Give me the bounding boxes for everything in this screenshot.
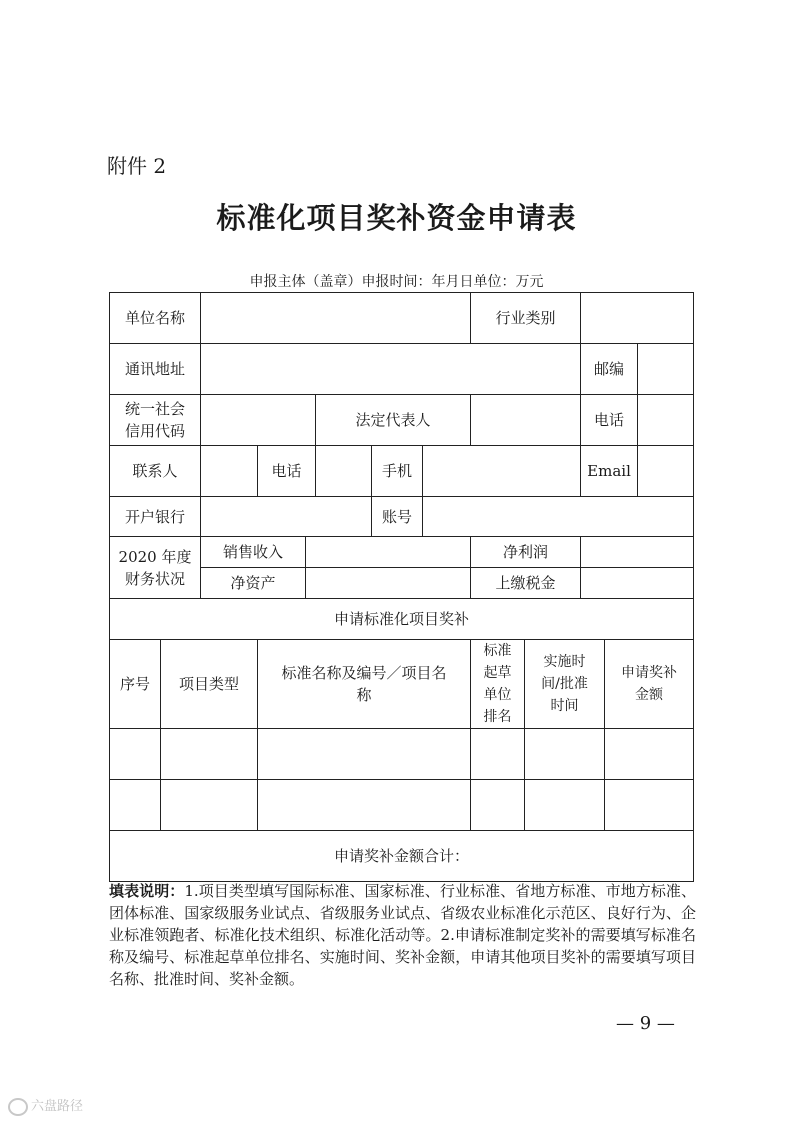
row2-rank-cell[interactable] [471,780,525,831]
page-number: — 9 — [616,1013,675,1034]
account-label: 账号 [372,497,423,537]
section-title: 申请标准化项目奖补 [110,599,694,640]
col-rank-header [471,640,525,729]
email-label: Email [581,446,638,497]
row2-no-cell[interactable] [110,780,161,831]
col-amount-header-line1: 申请奖补 [621,665,678,681]
page-title: 标准化项目奖补资金申请表 [216,201,577,235]
mobile-label: 手机 [372,446,423,497]
contact-label: 联系人 [110,446,201,497]
unit-name-cell[interactable] [201,293,471,344]
finance-label-line2: 财务状况 [125,569,186,588]
col-name-header-line1: 标准名称及编号／项目名 [281,664,447,682]
address-label: 通讯地址 [110,344,201,395]
application-form-table [109,292,694,882]
legal-rep-label: 法定代表人 [316,395,471,446]
instructions [109,880,696,990]
col-time-header-line1: 实施时 [543,654,586,670]
table-row [110,729,694,780]
row2-time-cell[interactable] [525,780,605,831]
tax-label: 上缴税金 [471,568,581,599]
net-profit-label: 净利润 [471,537,581,568]
contact-cell[interactable] [201,446,258,497]
row2-amount-cell[interactable] [605,780,694,831]
col-no-header: 序号 [110,640,161,729]
postcode-cell[interactable] [638,344,694,395]
postcode-label: 邮编 [581,344,638,395]
col-amount-header [605,640,694,729]
row1-rank-cell[interactable] [471,729,525,780]
unit-name-label: 单位名称 [110,293,201,344]
industry-label: 行业类别 [471,293,581,344]
sales-label: 销售收入 [201,537,306,568]
col-time-header [525,640,605,729]
phone2-cell[interactable] [316,446,372,497]
row2-type-cell[interactable] [161,780,258,831]
mobile-cell[interactable] [423,446,581,497]
watermark [8,1095,83,1116]
col-name-header-line2: 称 [356,686,372,704]
net-assets-label: 净资产 [201,568,306,599]
phone-cell[interactable] [638,395,694,446]
col-rank-header-line1: 标准 [483,643,512,659]
col-rank-header-line4: 排名 [483,709,512,725]
net-assets-cell[interactable] [306,568,471,599]
col-type-header: 项目类型 [161,640,258,729]
bank-cell[interactable] [201,497,372,537]
credit-code-label-line2: 信用代码 [125,422,186,440]
account-cell[interactable] [423,497,694,537]
watermark-logo-icon [8,1098,28,1116]
subtitle-line: 申报主体（盖章）申报时间：年月日单位：万元 [249,274,544,290]
finance-label [110,537,201,599]
net-profit-cell[interactable] [581,537,694,568]
col-time-header-line2: 间/批准 [541,676,588,692]
phone2-label: 电话 [258,446,316,497]
row1-type-cell[interactable] [161,729,258,780]
instructions-text: 1.项目类型填写国际标准、国家标准、行业标准、省地方标准、市地方标准、团体标准、国家级服务业试点、省级服务业试点、省级农业标准化示范区、良好行为、企业标准领跑者、标准化技术组织、标准化活动等。2.申请标准制定奖补的需要填写标准名称及编号、标准起草单位排名、实施时间、奖补金额，申请其他项目奖补的需要填写项目名称、批准时间、奖补金额。 [109,882,696,988]
bank-label: 开户银行 [110,497,201,537]
finance-label-line1: 2020 年度 [118,547,192,566]
email-cell[interactable] [638,446,694,497]
col-name-header [258,640,471,729]
attachment-label: 附件 2 [107,154,167,178]
address-cell[interactable] [201,344,581,395]
legal-rep-cell[interactable] [471,395,581,446]
watermark-text: 六盘路径 [31,1099,84,1114]
row1-time-cell[interactable] [525,729,605,780]
row1-no-cell[interactable] [110,729,161,780]
total-amount-row: 申请奖补金额合计： [110,831,694,882]
credit-code-label [110,395,201,446]
row1-name-cell[interactable] [258,729,471,780]
table-row [110,780,694,831]
col-time-header-line3: 时间 [550,698,579,714]
row1-amount-cell[interactable] [605,729,694,780]
tax-cell[interactable] [581,568,694,599]
credit-code-label-line1: 统一社会 [125,400,186,418]
credit-code-cell[interactable] [201,395,316,446]
industry-cell[interactable] [581,293,694,344]
row2-name-cell[interactable] [258,780,471,831]
sales-cell[interactable] [306,537,471,568]
phone-label: 电话 [581,395,638,446]
col-rank-header-line2: 起草 [483,665,512,681]
col-rank-header-line3: 单位 [483,687,512,703]
col-amount-header-line2: 金额 [635,687,664,703]
instructions-label: 填表说明： [109,882,185,900]
